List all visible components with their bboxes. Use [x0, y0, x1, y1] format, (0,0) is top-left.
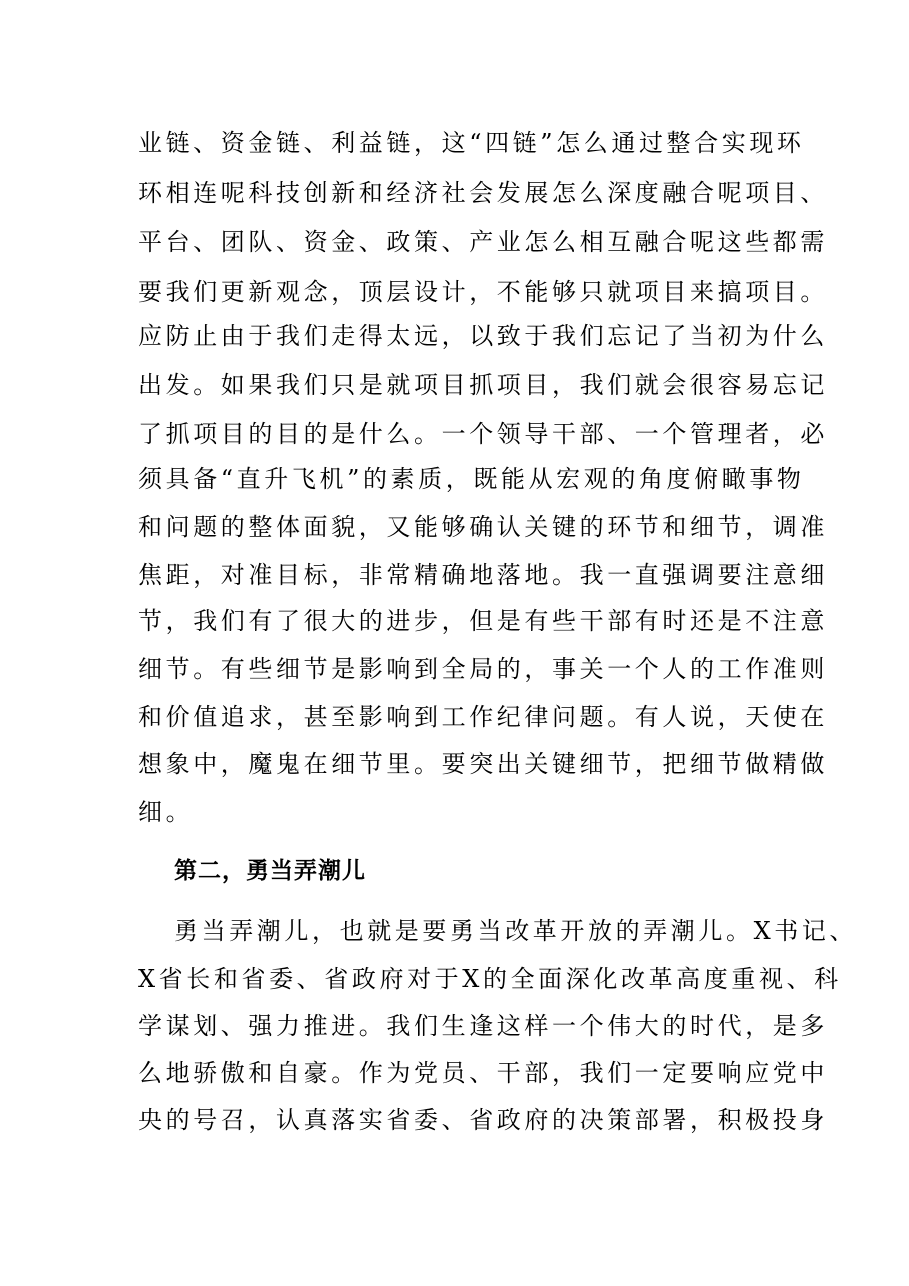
paragraph-1-line-5: 应防止由于我们走得太远，以致于我们忘记了当初为什么 — [138, 322, 828, 350]
paragraph-1-line-11: 节，我们有了很大的进步，但是有些干部有时还是不注意 — [138, 607, 828, 635]
paragraph-1-line-8: 须具备“直升飞机”的素质，既能从宏观的角度俯瞰事物 — [138, 465, 805, 493]
paragraph-1-line-2: 环相连呢科技创新和经济社会发展怎么深度融合呢项目、 — [138, 179, 828, 207]
paragraph-1-line-13: 和价值追求，甚至影响到工作纪律问题。有人说，天使在 — [138, 703, 828, 731]
paragraph-1-line-15: 细。 — [138, 798, 194, 826]
paragraph-1-line-1: 业链、资金链、利益链，这“四链”怎么通过整合实现环 — [138, 129, 805, 157]
paragraph-1-line-10: 焦距，对准目标，非常精确地落地。我一直强调要注意细 — [138, 561, 828, 589]
paragraph-1-line-14: 想象中，魔鬼在细节里。要突出关键细节，把细节做精做 — [138, 750, 828, 778]
paragraph-2-line-1: 勇当弄潮儿，也就是要勇当改革开放的弄潮儿。X书记、 — [174, 917, 858, 945]
paragraph-2-line-2: X省长和省委、省政府对于X的全面深化改革高度重视、科 — [138, 965, 842, 993]
paragraph-1-line-12: 细节。有些细节是影响到全局的，事关一个人的工作准则 — [138, 655, 828, 683]
paragraph-1-line-7: 了抓项目的目的是什么。一个领导干部、一个管理者，必 — [138, 420, 828, 448]
paragraph-2-line-3: 学谋划、强力推进。我们生逢这样一个伟大的时代，是多 — [138, 1012, 828, 1040]
paragraph-1-line-4: 要我们更新观念，顶层设计，不能够只就项目来搞项目。 — [138, 278, 828, 306]
paragraph-2-line-5: 央的号召，认真落实省委、省政府的决策部署，积极投身 — [138, 1106, 828, 1134]
paragraph-2-line-4: 么地骄傲和自豪。作为党员、干部，我们一定要响应党中 — [138, 1059, 828, 1087]
section-heading: 第二，勇当弄潮儿 — [174, 858, 366, 884]
paragraph-1-line-3: 平台、团队、资金、政策、产业怎么相互融合呢这些都需 — [138, 228, 828, 256]
paragraph-1-line-9: 和问题的整体面貌，又能够确认关键的环节和细节，调准 — [138, 513, 828, 541]
paragraph-1-line-6: 出发。如果我们只是就项目抓项目，我们就会很容易忘记 — [138, 371, 828, 399]
